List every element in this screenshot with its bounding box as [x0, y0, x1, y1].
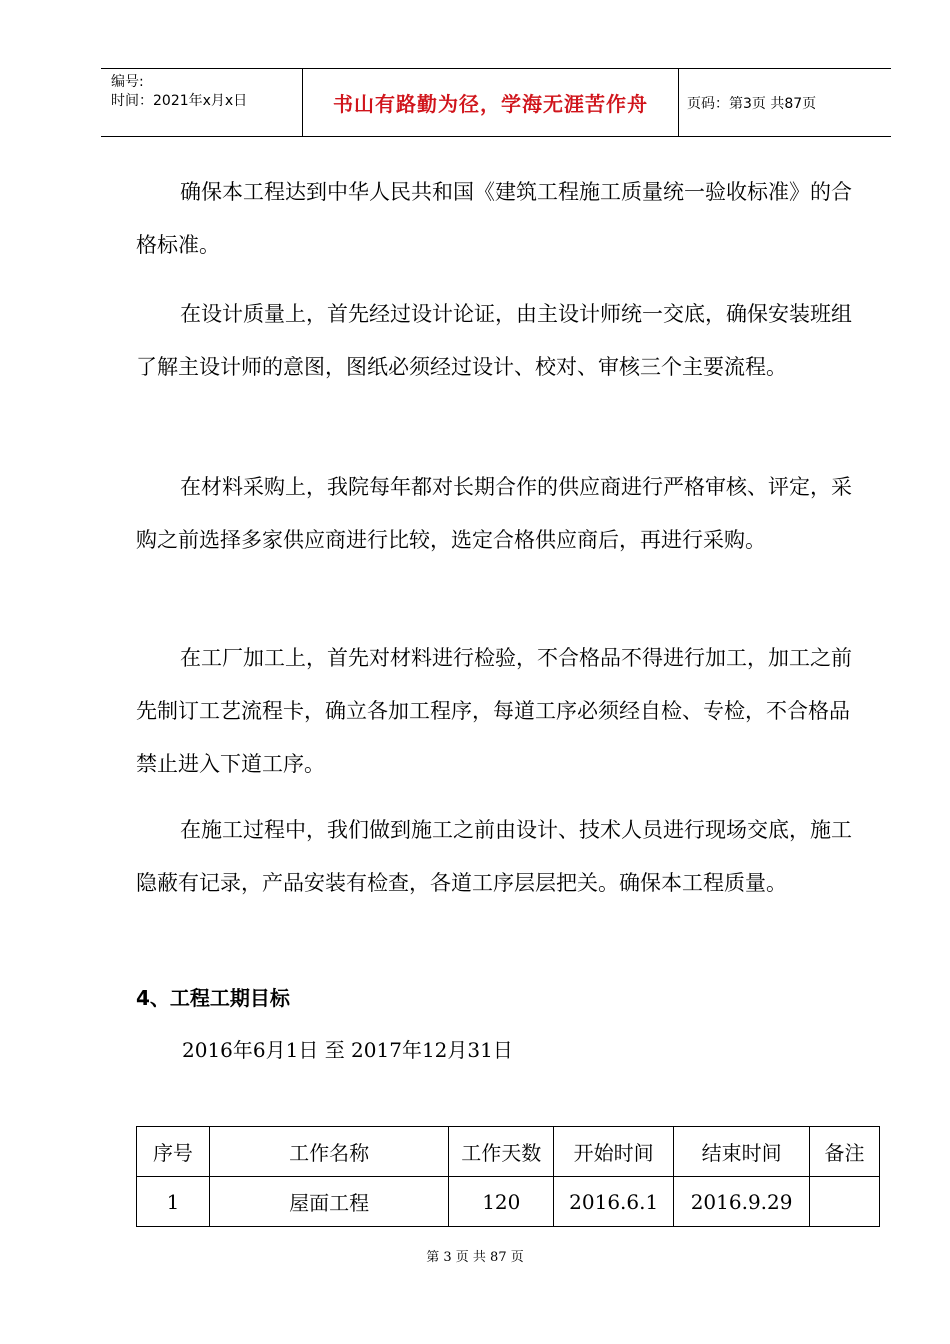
table-header-row: [137, 1127, 880, 1177]
paragraph-text: 在工厂加工上，首先对材料进行检验，不合格品不得进行加工，加工之前先制订工艺流程卡，确立各加工程序，每道工序必须经自检、专检，不合格品禁止进入下道工序。: [136, 646, 852, 776]
table-cell: [810, 1177, 880, 1227]
paragraph: [136, 461, 856, 567]
table-cell: 2016.6.1: [554, 1177, 674, 1227]
header-cell: 序号: [137, 1127, 210, 1177]
header-motto: 书山有路勤为径，学海无涯苦作舟: [303, 69, 679, 136]
page-header: [101, 68, 891, 137]
header-cell: 工作名称: [209, 1127, 449, 1177]
paragraph: [136, 632, 856, 791]
paragraph: [136, 288, 856, 394]
header-meta: [101, 69, 303, 136]
table-row: [137, 1177, 880, 1227]
paragraph-text: 在设计质量上，首先经过设计论证，由主设计师统一交底，确保安装班组了解主设计师的意图，图纸必须经过设计、校对、审核三个主要流程。: [136, 302, 852, 379]
doc-number-label: 编号:: [111, 74, 144, 90]
table-cell: 2016.9.29: [674, 1177, 810, 1227]
doc-time-label: 时间：2021年x月x日: [111, 93, 248, 109]
schedule-period: 2016年6月1日 至 2017年12月31日: [182, 1038, 513, 1062]
paragraph: [136, 166, 856, 272]
header-cell: 开始时间: [554, 1127, 674, 1177]
header-cell: 结束时间: [674, 1127, 810, 1177]
page-footer: 第 3 页 共 87 页: [426, 1250, 524, 1265]
section-title: 4、工程工期目标: [136, 986, 290, 1010]
header-cell: 备注: [810, 1127, 880, 1177]
table-cell: 1: [137, 1177, 210, 1227]
paragraph-text: 在材料采购上，我院每年都对长期合作的供应商进行严格审核、评定，采购之前选择多家供应商进行比较，选定合格供应商后，再进行采购。: [136, 475, 852, 552]
paragraph: [136, 804, 856, 910]
table-cell: 120: [449, 1177, 554, 1227]
paragraph-text: 在施工过程中，我们做到施工之前由设计、技术人员进行现场交底，施工隐蔽有记录，产品安装有检查，各道工序层层把关。确保本工程质量。: [136, 818, 852, 895]
table-cell: 屋面工程: [209, 1177, 449, 1227]
header-cell: 工作天数: [449, 1127, 554, 1177]
header-page-info: 页码：第3页 共87页: [687, 95, 817, 112]
schedule-table: [136, 1126, 880, 1227]
paragraph-text: 确保本工程达到中华人民共和国《建筑工程施工质量统一验收标准》的合格标准。: [136, 180, 852, 257]
